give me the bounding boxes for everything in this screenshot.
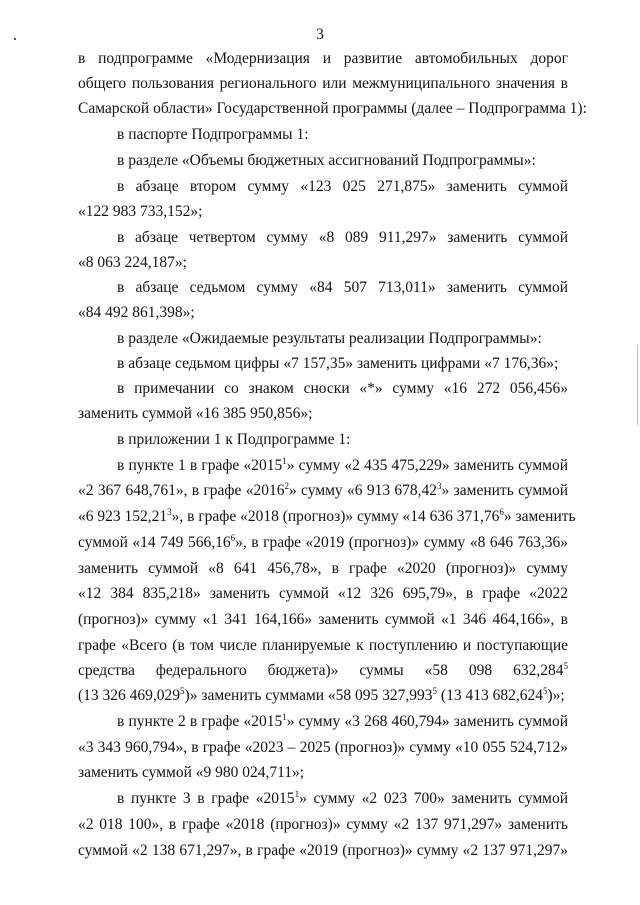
text-segment: (13 413 682,624 (437, 687, 543, 704)
text-segment: (прогноз)» сумму «1 341 164,166» заменить суммой «1 346 464,166», в (78, 611, 568, 628)
text-segment: в подпрограмме «Модернизация и развитие автомобильных дорог (78, 50, 568, 67)
text-segment: суммой «14 749 566,16 (78, 534, 231, 551)
text-line (117, 354, 568, 374)
text-line (117, 177, 568, 197)
text-segment: в пункте 1 в графе «2015 (117, 457, 283, 474)
text-line (117, 430, 568, 450)
text-segment: «3 343 960,794», в графе «2023 – 2025 (прогноз)» сумму «10 055 524,712» (78, 739, 568, 756)
footnote-mark: 6 (230, 533, 236, 543)
text-segment: Самарской области» Государственной программы (далее – Подпрограмма 1): (78, 100, 587, 117)
text-segment: «122 983 733,152»; (78, 203, 203, 220)
text-segment: )» заменить суммами «58 095 327,993 (184, 687, 433, 704)
text-segment: в приложении 1 к Подпрограмме 1: (117, 431, 351, 448)
text-line (78, 404, 568, 424)
text-line (78, 481, 568, 501)
text-line (117, 228, 568, 248)
footnote-mark: 2 (284, 481, 289, 491)
footnote-mark: 1 (282, 456, 287, 466)
text-segment: заменить суммой «8 641 456,78», в графе «2020 (прогноз)» сумму (78, 560, 568, 577)
text-segment: » сумму «6 913 678,42 (288, 482, 438, 499)
text-line (78, 533, 568, 553)
text-line (117, 712, 568, 732)
text-line (78, 661, 568, 681)
text-segment: «2 018 100», в графе «2018 (прогноз)» сумму «2 137 971,297» заменить (78, 816, 568, 833)
text-segment: «84 492 861,398»; (78, 304, 195, 321)
text-line (117, 151, 568, 171)
text-line (117, 379, 568, 399)
text-line (78, 49, 568, 69)
text-segment: (13 326 469,029 (78, 687, 181, 704)
text-segment: «12 384 835,218» заменить суммой «12 326 695,79», в графе «2022 (78, 585, 568, 602)
footnote-mark: 1 (282, 712, 287, 722)
scan-speck (637, 345, 638, 425)
text-line (117, 278, 568, 298)
text-segment: » сумму «2 023 700» заменить суммой (299, 790, 568, 807)
text-line (117, 125, 568, 145)
text-segment: «2 367 648,761», в графе «2016 (78, 482, 285, 499)
text-line (78, 738, 568, 758)
text-line (78, 841, 568, 861)
text-line (78, 610, 568, 630)
text-segment: в примечании со знаком сноски «*» сумму «16 272 056,456» (117, 380, 568, 397)
footnote-mark: 3 (437, 481, 442, 491)
text-line (78, 507, 576, 527)
text-line (117, 329, 568, 349)
text-segment: в разделе «Ожидаемые результаты реализации Подпрограммы»: (117, 330, 542, 347)
text-line (78, 815, 568, 835)
text-line (78, 559, 568, 579)
text-line (78, 303, 568, 323)
text-segment: », в графе «2019 (прогноз)» сумму «8 646 763,36» (235, 534, 568, 551)
footnote-mark: 5 (542, 686, 548, 696)
text-line (78, 253, 568, 273)
footnote-mark: 1 (294, 789, 300, 799)
text-segment: средства федерального бюджета)» суммы «58 098 632,284 (78, 662, 564, 679)
text-segment: » сумму «3 268 460,794» заменить суммой (286, 713, 568, 730)
text-segment: в абзаце четвертом сумму «8 089 911,297» заменить суммой (117, 229, 568, 246)
text-segment: заменить суммой «16 385 950,856»; (78, 405, 313, 422)
text-segment: в абзаце седьмом сумму «84 507 713,011» заменить суммой (117, 279, 568, 296)
text-line (78, 763, 568, 783)
footnote-mark: 5 (432, 686, 438, 696)
text-line (78, 584, 568, 604)
page-number: 3 (316, 26, 324, 43)
footnote-mark: 5 (563, 661, 568, 671)
text-segment: », в графе «2018 (прогноз)» сумму «14 636 371,76 (171, 508, 500, 525)
footnote-mark: 5 (180, 686, 185, 696)
text-segment: в абзаце седьмом цифры «7 157,35» заменить цифрами «7 176,36»; (117, 355, 559, 372)
text-line (78, 636, 568, 656)
text-segment: суммой «2 138 671,297», в графе «2019 (прогноз)» сумму «2 137 971,297» (78, 842, 568, 859)
text-line (78, 202, 568, 222)
text-line (78, 686, 568, 706)
text-segment: «8 063 224,187»; (78, 254, 187, 271)
text-segment: в абзаце втором сумму «123 025 271,875» заменить суммой (117, 178, 568, 195)
text-segment: «6 923 152,21 (78, 508, 168, 525)
text-segment: )»; (547, 687, 565, 704)
text-segment: в паспорте Подпрограммы 1: (117, 126, 309, 143)
text-line (117, 789, 568, 809)
text-line (78, 99, 587, 119)
text-segment: в пункте 2 в графе «2015 (117, 713, 283, 730)
text-segment: заменить суммой «9 980 024,711»; (78, 764, 305, 781)
footnote-mark: 3 (167, 507, 172, 517)
text-segment: » заменить суммой (441, 482, 568, 499)
text-line (117, 456, 568, 476)
text-segment: графе «Всего (в том числе планируемые к поступлению и поступающие (78, 637, 568, 654)
scan-speck (14, 38, 16, 40)
text-segment: в пункте 3 в графе «2015 (117, 790, 295, 807)
text-line (78, 74, 568, 94)
text-segment: общего пользования регионального или межмуниципального значения в (78, 75, 568, 92)
footnote-mark: 6 (499, 507, 504, 517)
text-segment: » заменить (503, 508, 576, 525)
text-segment: » сумму «2 435 475,229» заменить суммой (286, 457, 568, 474)
text-segment: в разделе «Объемы бюджетных ассигнований Подпрограммы»: (117, 152, 536, 169)
